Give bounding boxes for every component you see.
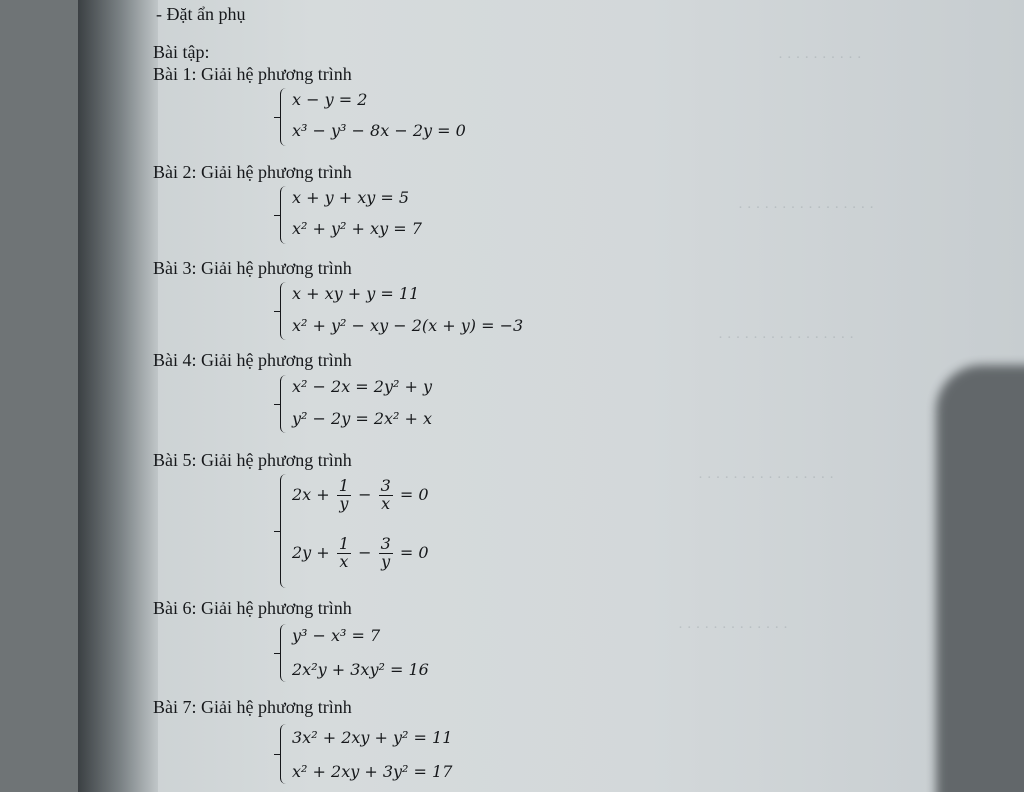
textbook-page: · · · · · · · · · · · · · · · · · · · · · · · · · · · · · · · · · · · · · · · · · · · · · · · · · · · · · · · · · · · · · · · · · · · · · · · - Đặt ẩn phụ Bài tập: Bài 1: Giải hệ phương trình x − y = 2 x³ − y³ − 8x − 2y = 0 Bài 2: Giải hệ phương trình x + y + xy = 5 x² + y² + xy = 7 Bài 3: Giải hệ phương trình x + xy + y = 11 x² + y² − xy − 2(x + y) = −3 Bài 4: Giải hệ phương trình x² − 2x = 2y² + y y² − 2y = 2x² + x Bài 5: Giải hệ phương trình 2x + $\frac{1}{y}$ − $\frac{3}{x}$ = 0 2y + $\frac{1}{x}$ − $\frac{3}{y}$ = 0 Bài 6: Giải hệ phương trình y³ − x³ = 7 2x²y + 3xy² = 16 Bài 7: Giải hệ phương trình 3x² + 2xy + y² = 11 x² + 2xy + 3y² = 17	[78, 0, 1024, 792]
term: 2x +	[292, 484, 330, 504]
problem-3-system	[280, 280, 620, 342]
page-binding-gutter	[78, 0, 158, 792]
problem-6-label: Bài 6: Giải hệ phương trình	[153, 598, 352, 618]
section-heading: - Đặt ẩn phụ	[156, 4, 246, 24]
hand-shadow	[936, 365, 1024, 792]
equation: x − y = 2	[292, 90, 368, 109]
rhs: = 0	[399, 542, 429, 562]
equation: x + y + xy = 5	[292, 188, 410, 207]
operator: −	[358, 484, 372, 504]
equation: 3x² + 2xy + y² = 11	[292, 728, 453, 747]
problem-7-label: Bài 7: Giải hệ phương trình	[153, 697, 352, 717]
fraction: $\frac{1}{y}$	[338, 476, 349, 513]
left-brace	[280, 88, 290, 146]
equation	[292, 536, 429, 571]
equation: x² + y² + xy = 7	[292, 219, 422, 238]
problem-1-system	[280, 86, 580, 148]
left-brace	[280, 474, 290, 588]
equation: x² + y² − xy − 2(x + y) = −3	[292, 316, 524, 335]
problem-5-system	[280, 472, 580, 590]
problem-4-system	[280, 373, 580, 435]
left-brace	[280, 186, 290, 244]
equation: 2x²y + 3xy² = 16	[292, 660, 429, 679]
rhs: = 0	[399, 484, 429, 504]
problem-2-label: Bài 2: Giải hệ phương trình	[153, 162, 352, 182]
left-brace	[280, 282, 290, 340]
equation: x + xy + y = 11	[292, 284, 420, 303]
equation	[292, 478, 429, 513]
problem-7-system	[280, 722, 580, 786]
left-brace	[280, 624, 290, 682]
term: 2y +	[292, 542, 330, 562]
left-brace	[280, 375, 290, 433]
fraction: $\frac{3}{y}$	[380, 534, 391, 571]
fraction: $\frac{3}{x}$	[380, 476, 391, 513]
fraction: $\frac{1}{x}$	[338, 534, 349, 571]
equation: x² + 2xy + 3y² = 17	[292, 762, 453, 781]
left-brace	[280, 724, 290, 784]
problem-4-label: Bài 4: Giải hệ phương trình	[153, 350, 352, 370]
equation: x³ − y³ − 8x − 2y = 0	[292, 121, 466, 140]
exercises-label: Bài tập:	[153, 42, 210, 62]
problem-6-system	[280, 622, 580, 684]
equation: y² − 2y = 2x² + x	[292, 409, 433, 428]
problem-3-label: Bài 3: Giải hệ phương trình	[153, 258, 352, 278]
equation: x² − 2x = 2y² + y	[292, 377, 433, 396]
problem-2-system	[280, 184, 580, 246]
problem-5-label: Bài 5: Giải hệ phương trình	[153, 450, 352, 470]
operator: −	[358, 542, 372, 562]
problem-1-label: Bài 1: Giải hệ phương trình	[153, 64, 352, 84]
equation: y³ − x³ = 7	[292, 626, 381, 645]
